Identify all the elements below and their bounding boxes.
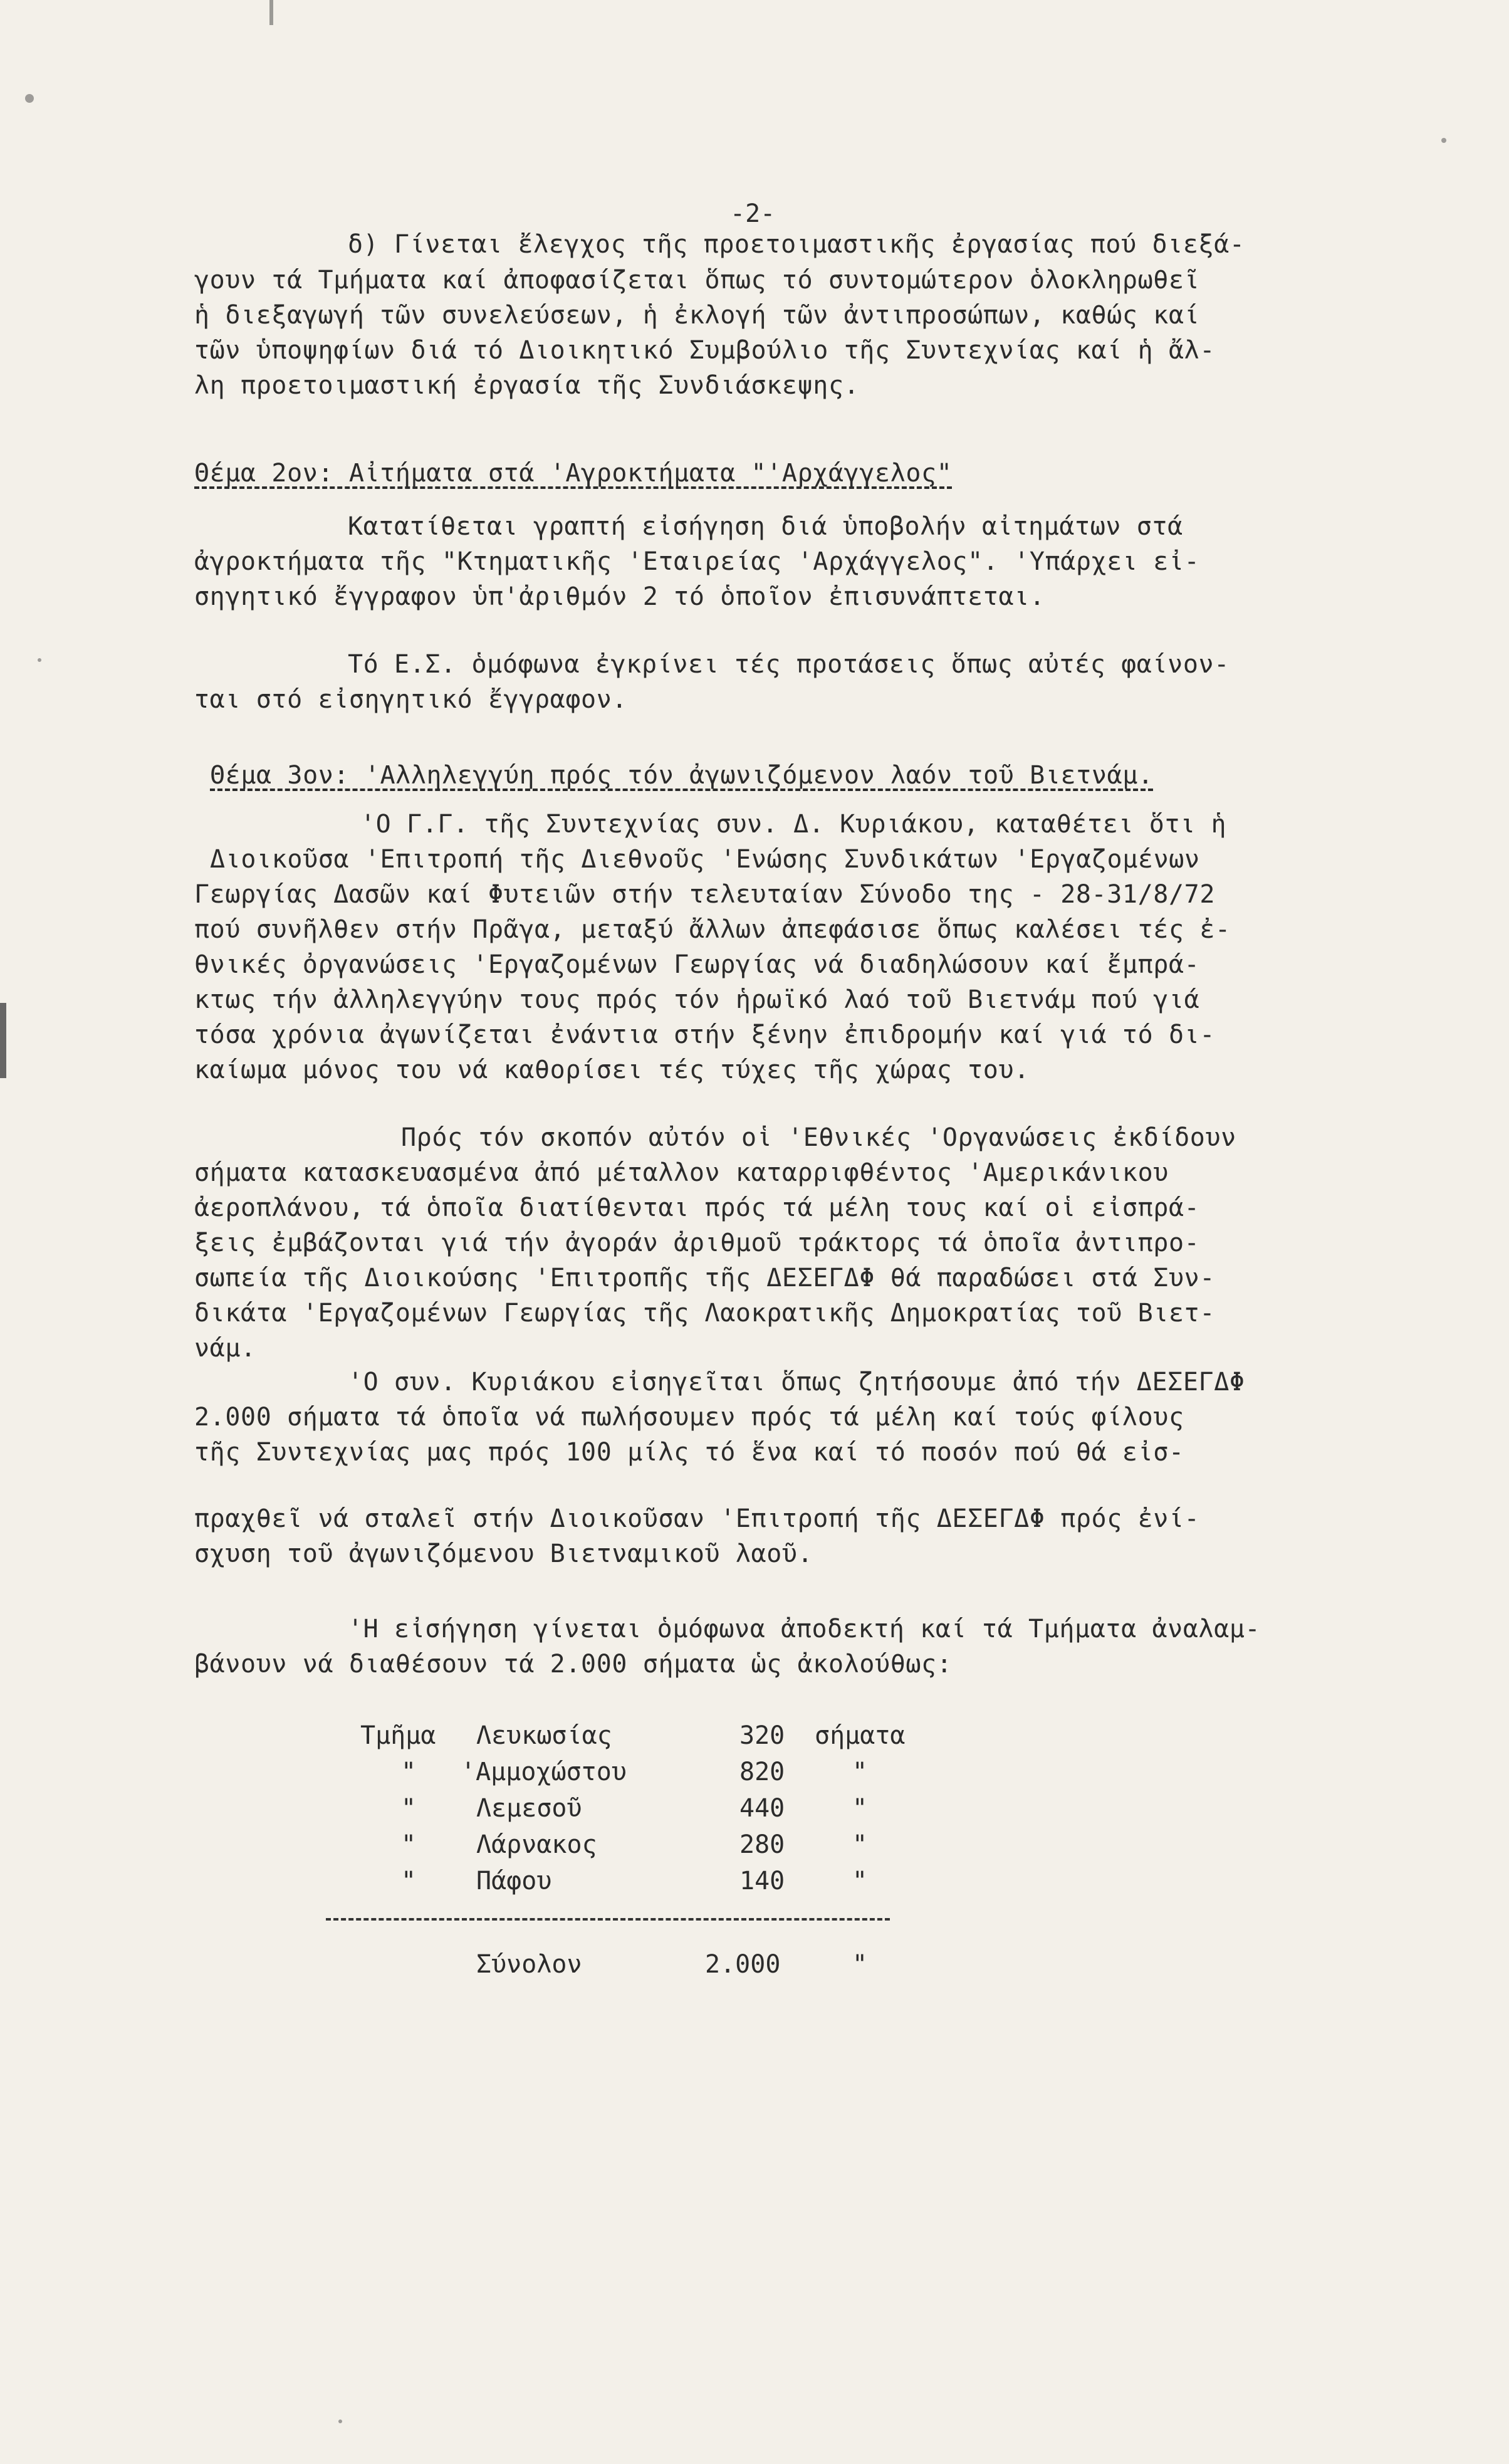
theme-3-para-line: πραχθεῖ νά σταλεῖ στήν Διοικοῦσαν 'Επιτροπή τῆς ΔΕΣΕΓΔΦ πρός ἐνί- — [194, 1504, 1200, 1533]
item-d-line: ἡ διεξαγωγή τῶν συνελεύσεων, ἡ ἐκλογή τῶν ἀντιπροσώπων, καθώς καί — [194, 301, 1200, 330]
theme-3-para-line: βάνουν νά διαθέσουν τά 2.000 σήματα ὡς ἀκολούθως: — [194, 1650, 953, 1679]
theme-3-para-line: 'Ο Γ.Γ. τῆς Συντεχνίας συν. Δ. Κυριάκου, καταθέτει ὅτι ἡ — [360, 810, 1227, 839]
item-d-line: γουν τά Τμήματα καί ἀποφασίζεται ὅπως τό συντομώτερον ὁλοκληρωθεῖ — [194, 266, 1200, 295]
table-divider — [326, 1918, 890, 1921]
theme-2-para-line: ἀγροκτήματα τῆς "Κτηματικῆς 'Εταιρείας 'Αρχάγγελος". 'Υπάρχει εἰ- — [194, 547, 1200, 576]
theme-2-para-line: σηγητικό ἔγγραφον ὑπ'ἀριθμόν 2 τό ὁποῖον ἐπισυνάπτεται. — [194, 582, 1045, 611]
row-prefix: Τμῆμα — [360, 1721, 436, 1750]
row-unit: " — [852, 1867, 868, 1895]
theme-3-para-line: καίωμα μόνος του νά καθορίσει τές τύχες τῆς χώρας του. — [194, 1056, 1030, 1084]
total-count: 2.000 — [705, 1950, 781, 1979]
theme-3-para-line: πού συνῆλθεν στήν Πρᾶγα, μεταξύ ἄλλων ἀπεφάσισε ὅπως καλέσει τές ἐ- — [194, 915, 1231, 944]
scan-speck — [1441, 138, 1446, 143]
theme-3-para-line: Γεωργίας Δασῶν καί Φυτειῶν στήν τελευταίαν Σύνοδο της - 28-31/8/72 — [194, 880, 1216, 909]
row-prefix: " — [401, 1867, 417, 1895]
page-number: -2- — [730, 199, 776, 228]
theme-3-para-line: 'Ο συν. Κυριάκου εἰσηγεῖται ὅπως ζητήσουμε ἀπό τήν ΔΕΣΕΓΔΦ — [348, 1368, 1245, 1397]
theme-2-para-line: Τό Ε.Σ. ὁμόφωνα ἐγκρίνει τές προτάσεις ὅπως αὐτές φαίνον- — [348, 650, 1230, 679]
theme-3-para-line: Διοικοῦσα 'Επιτροπή τῆς Διεθνοῦς 'Ενώσης Συνδικάτων 'Εργαζομένων — [210, 845, 1200, 874]
theme-3-para-line: δικάτα 'Εργαζομένων Γεωργίας τῆς Λαοκρατικῆς Δημοκρατίας τοῦ Βιετ- — [194, 1299, 1216, 1328]
row-count: 320 — [739, 1721, 785, 1750]
item-d-line: λη προετοιμαστική ἐργασία τῆς Συνδιάσκεψης. — [194, 371, 860, 400]
theme-3-para-line: σχυση τοῦ ἀγωνιζόμενου Βιετναμικοῦ λαοῦ. — [194, 1539, 813, 1568]
row-prefix: " — [401, 1830, 417, 1859]
item-d-line: τῶν ὑποψηφίων διά τό Διοικητικό Συμβούλιο τῆς Συντεχνίας καί ἡ ἄλ- — [194, 336, 1216, 365]
theme-3-para-line: ξεις ἐμβάζονται γιά τήν ἀγοράν ἀριθμοῦ τράκτορς τά ὁποῖα ἀντιπρο- — [194, 1229, 1200, 1257]
scan-mark-top-left — [269, 0, 273, 25]
total-unit: " — [852, 1950, 868, 1979]
theme-3-para-line: ἀεροπλάνου, τά ὁποῖα διατίθενται πρός τά μέλη τους καί οἱ εἰσπρά- — [194, 1193, 1200, 1222]
row-prefix: " — [401, 1794, 417, 1823]
row-district: Λεμεσοῦ — [476, 1794, 582, 1823]
theme-3-para-line: τῆς Συντεχνίας μας πρός 100 μίλς τό ἕνα καί τό ποσόν πού θά εἰσ- — [194, 1438, 1184, 1467]
row-unit: " — [852, 1794, 868, 1823]
theme-2-para-line: ται στό εἰσηγητικό ἔγγραφον. — [194, 685, 628, 714]
row-district: 'Αμμοχώστου — [461, 1758, 627, 1786]
row-district: Λάρνακος — [476, 1830, 597, 1859]
row-unit: " — [852, 1758, 868, 1786]
theme-3-para-line: 2.000 σήματα τά ὁποῖα νά πωλήσουμεν πρός τά μέλη καί τούς φίλους — [194, 1403, 1184, 1432]
theme-3-para-line: σωπεία τῆς Διοικούσης 'Επιτροπῆς τῆς ΔΕΣΕΓΔΦ θά παραδώσει στά Συν- — [194, 1264, 1216, 1292]
row-district: Λευκωσίας — [476, 1721, 612, 1750]
row-prefix: " — [401, 1758, 417, 1786]
theme-3-para-line: σήματα κατασκευασμένα ἀπό μέταλλον καταρριφθέντος 'Αμερικάνικου — [194, 1158, 1169, 1187]
scan-mark-left-edge — [0, 1003, 6, 1078]
theme-3-para-line: νάμ. — [194, 1334, 256, 1363]
theme-3-para-line: θνικές ὀργανώσεις 'Εργαζομένων Γεωργίας νά διαδηλώσουν καί ἔμπρά- — [194, 950, 1200, 979]
theme-3-para-line: κτως τήν ἀλληλεγγύην τους πρός τόν ἡρωϊκό λαό τοῦ Βιετνάμ πού γιά — [194, 985, 1200, 1014]
total-label: Σύνολον — [476, 1950, 582, 1979]
theme-2-heading: Θέμα 2ον: Αἰτήματα στά 'Αγροκτήματα "'Αρχάγγελος" — [194, 459, 953, 488]
scan-speck — [25, 94, 34, 103]
row-count: 140 — [739, 1867, 785, 1895]
theme-3-para-line: 'Η εἰσήγηση γίνεται ὁμόφωνα ἀποδεκτή καί τά Τμήματα ἀναλαμ- — [348, 1615, 1261, 1644]
row-count: 280 — [739, 1830, 785, 1859]
row-count: 820 — [739, 1758, 785, 1786]
row-district: Πάφου — [476, 1867, 552, 1895]
item-d-line: δ) Γίνεται ἔλεγχος τῆς προετοιμαστικῆς ἐργασίας πού διεξά- — [348, 230, 1245, 259]
theme-3-para-line: τόσα χρόνια ἀγωνίζεται ἐνάντια στήν ξένην ἐπιδρομήν καί γιά τό δι- — [194, 1020, 1216, 1049]
theme-3-para-line: Πρός τόν σκοπόν αὐτόν οἱ 'Εθνικές 'Οργανώσεις ἐκδίδουν — [401, 1123, 1236, 1152]
theme-3-heading: Θέμα 3ον: 'Αλληλεγγύη πρός τόν ἀγωνιζόμενον λαόν τοῦ Βιετνάμ. — [210, 761, 1154, 790]
scan-speck — [338, 2419, 342, 2423]
theme-2-para-line: Κατατίθεται γραπτή εἰσήγηση διά ὑποβολήν αἰτημάτων στά — [348, 512, 1183, 541]
row-count: 440 — [739, 1794, 785, 1823]
row-unit: σήματα — [815, 1721, 906, 1750]
scan-speck — [38, 658, 41, 662]
row-unit: " — [852, 1830, 868, 1859]
